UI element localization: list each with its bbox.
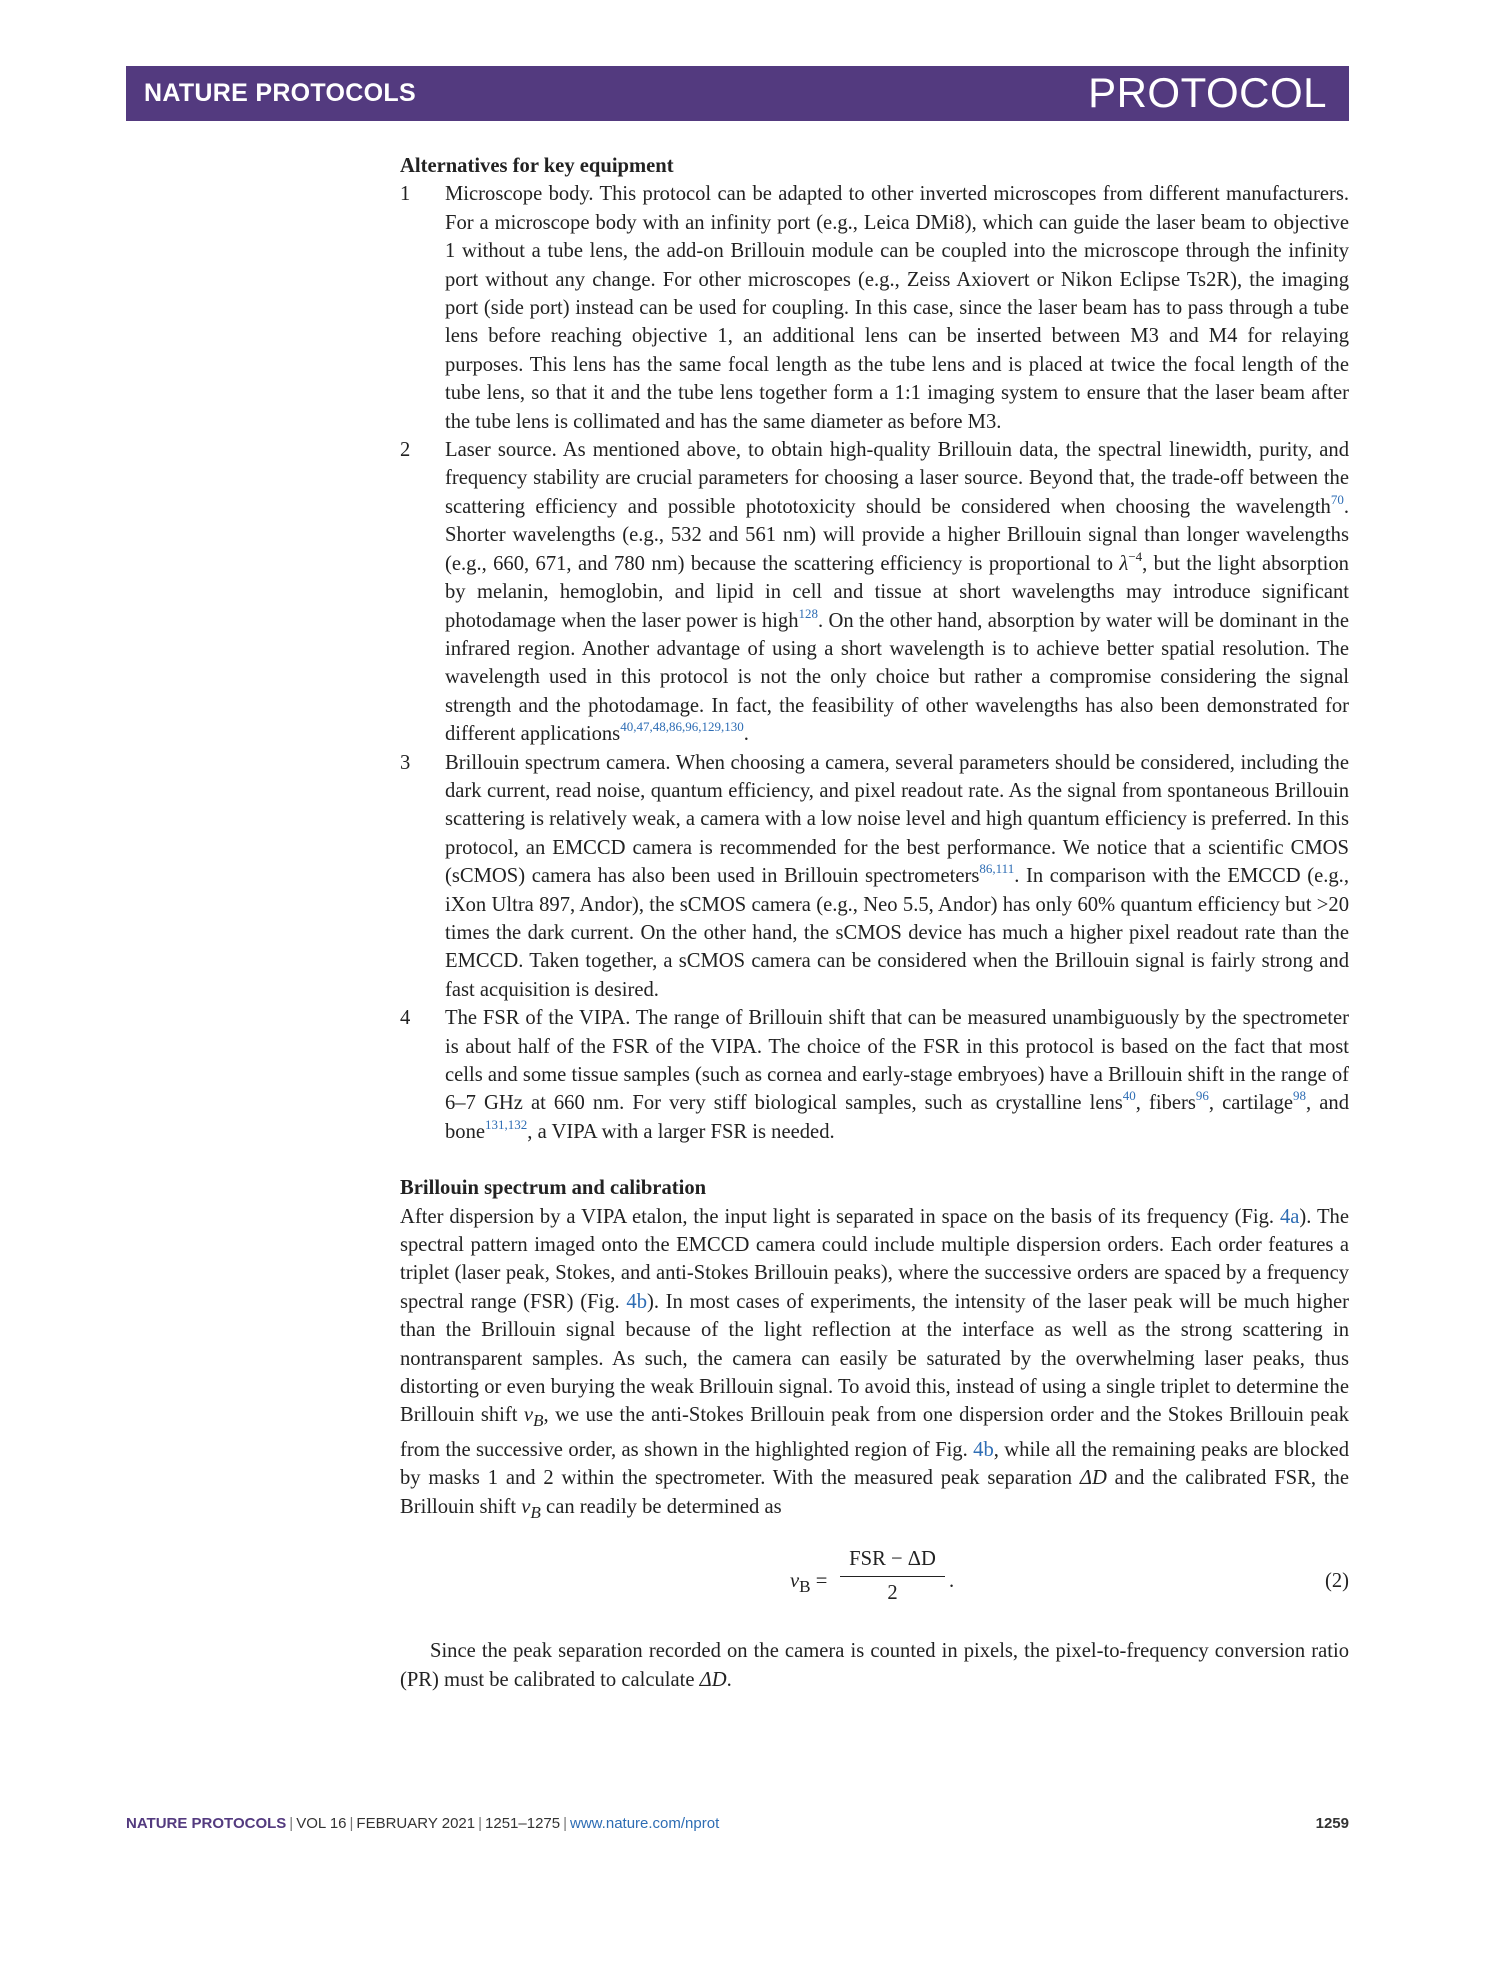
nu-symbol: ν (523, 1404, 534, 1427)
citation-link[interactable]: 131,132 (485, 1116, 528, 1132)
list-item-text: , cartilage (1208, 1092, 1294, 1115)
page-number: 1259 (1315, 1815, 1349, 1832)
section-heading-alternatives: Alternatives for key equipment (400, 155, 674, 177)
list-item-text: The FSR of the VIPA. The range of Brillouin shift that can be measured unambiguously by the spectrometer is about half of the FSR of the VIPA. The choice of the FSR in this protocol is based on the fact that most cells and some tissue samples (such as cornea and early-stage embryoes) have a Brillouin shift in the range of 6–7 GHz at 660 nm. For very stiff biological samples, such as crystalline lens (445, 1007, 1349, 1115)
citation-link[interactable]: 86,111 (979, 861, 1015, 877)
equation-period: . (949, 1570, 955, 1593)
equation-fraction (840, 1545, 945, 1607)
lambda-symbol: λ (1119, 552, 1129, 575)
list-item-text: , and bone (445, 1092, 1350, 1143)
paragraph-text: , while all the remaining peaks are blocked by masks 1 and 2 within the spectrometer. With the measured peak separation (400, 1438, 1349, 1490)
paragraph-text: can readily be determined as (540, 1495, 782, 1518)
footer-date: FEBRUARY 2021 (356, 1815, 476, 1832)
article-type-label: PROTOCOL (1088, 69, 1327, 116)
citation-link[interactable]: 96 (1195, 1088, 1209, 1104)
list-item-text: . In comparison with the EMCCD (e.g., iXon Ultra 897, Andor), the sCMOS camera (e.g., Neo 5.5, Andor) has only 60% quantum efficiency but >20 times the dark current. On the other hand, the sCMOS device has much a higher pixel readout rate than the EMCCD. Taken together, a sCMOS camera can be considered when the Brillouin signal is fairly strong and fast acquisition is desired. (445, 865, 1349, 1001)
paragraph-text: , we use the anti-Stokes Brillouin peak from one dispersion order and the Stokes Brillouin peak from the successive order, as shown in the highlighted region of Fig. (400, 1404, 1350, 1461)
citation-link[interactable]: 40,47,48,86,96,129,130 (620, 719, 744, 735)
exponent: −4 (1128, 548, 1143, 564)
delta-d-symbol: ΔD (1079, 1467, 1107, 1490)
calibration-paragraph (400, 1203, 1349, 1528)
equation-nu: ν (790, 1570, 800, 1593)
nu-symbol: ν (521, 1495, 531, 1518)
list-item-text: . Shorter wavelengths (e.g., 532 and 561 nm) will provide a higher Brillouin signal than longer wavelengths (e.g., 660, 671, and 780 nm) because the scattering efficiency is proportional to (445, 495, 1349, 575)
list-item (400, 436, 1349, 748)
delta-d-symbol: ΔD (699, 1668, 727, 1691)
footer-separator: | (289, 1815, 294, 1832)
list-item-number: 2 (400, 439, 411, 462)
list-item-text: Microscope body. This protocol can be adapted to other inverted microscopes from different manufacturers. For a microscope body with an infinity port (e.g., Leica DMi8), which can guide the laser beam to objective 1 without a tube lens, the add-on Brillouin module can be coupled into the microscope through the infinity port without any change. For other microscopes (e.g., Zeiss Axiovert or Nikon Eclipse Ts2R), the imaging port (side port) instead can be used for coupling. In this case, since the laser beam has to pass through a tube lens before reaching objective 1, an additional lens can be inserted between M3 and M4 for relaying purposes. This lens has the same focal length as the tube lens and is placed at twice the focal length of the tube lens, so that it and the tube lens together form a 1:1 imaging system to ensure that the laser beam after the tube lens is collimated and has the same diameter as before M3. (445, 183, 1349, 433)
footer-separator: | (349, 1815, 354, 1832)
list-item-number: 1 (400, 183, 411, 206)
list-item-text: , fibers (1135, 1092, 1196, 1115)
equation-number: (2) (1324, 1570, 1349, 1593)
paragraph-text: Since the peak separation recorded on the camera is counted in pixels, the pixel-to-frequency conversion ratio (PR) must be calibrated to calculate (400, 1640, 1349, 1691)
footer-url-link[interactable]: www.nature.com/nprot (570, 1815, 720, 1832)
footer-journal: NATURE PROTOCOLS (126, 1815, 287, 1832)
closing-paragraph (400, 1637, 1349, 1694)
equation-lhs (790, 1567, 827, 1602)
equation-equals: = (810, 1570, 828, 1593)
equation-denominator: 2 (887, 1581, 898, 1604)
nu-subscript: B (533, 1411, 544, 1431)
figure-link[interactable]: 4a (1279, 1205, 1300, 1228)
equation-2 (400, 1545, 1349, 1615)
footer-separator: | (478, 1815, 483, 1832)
list-item-text: , but the light absorption by melanin, hemoglobin, and lipid in cell and tissue at short wavelengths may introduce significant photodamage when the laser power is high (445, 552, 1349, 632)
paragraph-text: and the calibrated FSR, the Brillouin shift (400, 1467, 1349, 1518)
alternatives-list (400, 180, 1349, 1146)
footer-volume: VOL 16 (296, 1815, 347, 1832)
list-item-number: 3 (400, 751, 411, 774)
section-alternatives (400, 152, 1349, 1146)
main-content (400, 152, 1349, 1694)
list-item (400, 749, 1349, 1005)
citation-link[interactable]: 70 (1330, 491, 1344, 507)
journal-name: NATURE PROTOCOLS (144, 79, 416, 107)
list-item-text: , a VIPA with a larger FSR is needed. (527, 1120, 835, 1143)
list-item-number: 4 (400, 1007, 411, 1030)
list-item-text: . (743, 723, 749, 746)
list-item (400, 180, 1349, 436)
section-heading-calibration: Brillouin spectrum and calibration (400, 1177, 707, 1200)
figure-link[interactable]: 4b (973, 1438, 994, 1461)
citation-link[interactable]: 98 (1293, 1088, 1307, 1104)
list-item-text: . On the other hand, absorption by water will be dominant in the infrared region. Another advantage of using a short wavelength is to achieve better spatial resolution. The wavelength used in this protocol is not the only choice but rather a compromise considering the signal strength and the photodamage. In fact, the feasibility of other wavelengths has also been demonstrated for different applications (445, 609, 1349, 746)
equation-subscript: B (799, 1577, 811, 1597)
list-item (400, 1004, 1349, 1146)
footer-separator: | (563, 1815, 568, 1832)
page-footer (126, 1815, 1349, 1832)
nu-subscript: B (530, 1502, 541, 1522)
figure-link[interactable]: 4b (626, 1290, 647, 1313)
citation-link[interactable]: 128 (798, 605, 819, 621)
paragraph-text: ). In most cases of experiments, the intensity of the laser peak will be much higher than the Brillouin signal because of the light reflection at the interface as well as the strong scattering in nontransparent samples. As such, the camera can easily be saturated by the overwhelming laser peaks, thus distorting or even burying the weak Brillouin signal. To avoid this, instead of using a single triplet to determine the Brillouin shift (400, 1290, 1349, 1427)
paragraph-text: ). The spectral pattern imaged onto the EMCCD camera could include multiple dispersion orders. Each order features a triplet (laser peak, Stokes, and anti-Stokes Brillouin peaks), where the successive orders are spaced by a frequency spectral range (FSR) (Fig. (400, 1205, 1349, 1313)
equation-numerator: FSR − ΔD (840, 1545, 945, 1576)
list-item-text: Laser source. As mentioned above, to obtain high-quality Brillouin data, the spectral linewidth, purity, and frequency stability are crucial parameters for choosing a laser source. Beyond that, the trade-off between the scattering efficiency and possible phototoxicity should be considered when choosing the wavelength (445, 439, 1349, 518)
footer-pages: 1251–1275 (485, 1815, 561, 1832)
header-band (126, 66, 1349, 121)
paragraph-text: . (726, 1668, 732, 1691)
paragraph-text: After dispersion by a VIPA etalon, the input light is separated in space on the basis of its frequency (Fig. (400, 1205, 1280, 1228)
list-item-text: Brillouin spectrum camera. When choosing a camera, several parameters should be considered, including the dark current, read noise, quantum efficiency, and pixel readout rate. As the signal from spontaneous Brillouin scattering is relatively weak, a camera with a low noise level and high quantum efficiency is preferred. In this protocol, an EMCCD camera is recommended for the best performance. We notice that a scientific CMOS (sCMOS) camera has also been used in Brillouin spectrometers (445, 751, 1349, 888)
citation-link[interactable]: 40 (1122, 1088, 1136, 1104)
